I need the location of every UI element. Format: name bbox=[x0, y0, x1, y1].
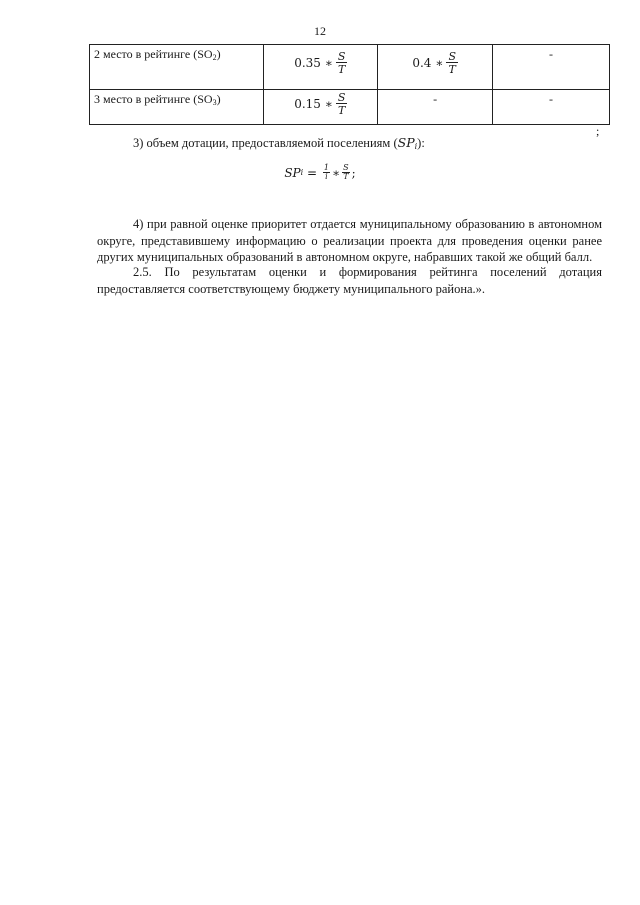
paragraph-2-5: 2.5. По результатам оценки и формирования рейтинга поселений дотация предоставляется соответствующему бюджету муниципального района.». bbox=[97, 265, 602, 296]
row-label: 3 место в рейтинге $(SO_3)$ bbox=[90, 90, 264, 125]
item-3-text: 3) объем дотации, предоставляемой поселениям $(SP_i)$: bbox=[133, 135, 425, 151]
cell-dash: - bbox=[378, 90, 493, 125]
page-number: 12 bbox=[314, 24, 326, 38]
table-semicolon: ; bbox=[596, 124, 600, 138]
cell-second-coef: 0.4 ∗ $\frac{S}{T}$ bbox=[378, 45, 493, 90]
subsidy-formula: SP i = $\frac{1}{i}$ ∗ $\frac{S}{T}$ ; bbox=[284, 163, 356, 181]
table-row bbox=[90, 90, 610, 125]
row-label: 2 место в рейтинге $(SO_2)$ bbox=[90, 45, 264, 90]
cell-dash: - bbox=[493, 90, 610, 125]
cell-coef: 0.15 ∗ $\frac{S}{T}$ bbox=[264, 90, 378, 125]
paragraph-4: 4) при равной оценке приоритет отдается муниципальному образованию в автономном округе, представившему информацию о реализации проекта для проведения оценки ранее других муниципальных образований в автономном округе, набравших такой же общий балл. bbox=[97, 217, 602, 264]
cell-first-place-coef: 0.35 ∗ $\frac{S}{T}$ bbox=[264, 45, 378, 90]
cell-dash: - bbox=[493, 45, 610, 90]
table-row bbox=[90, 45, 610, 90]
rating-table bbox=[89, 44, 610, 125]
